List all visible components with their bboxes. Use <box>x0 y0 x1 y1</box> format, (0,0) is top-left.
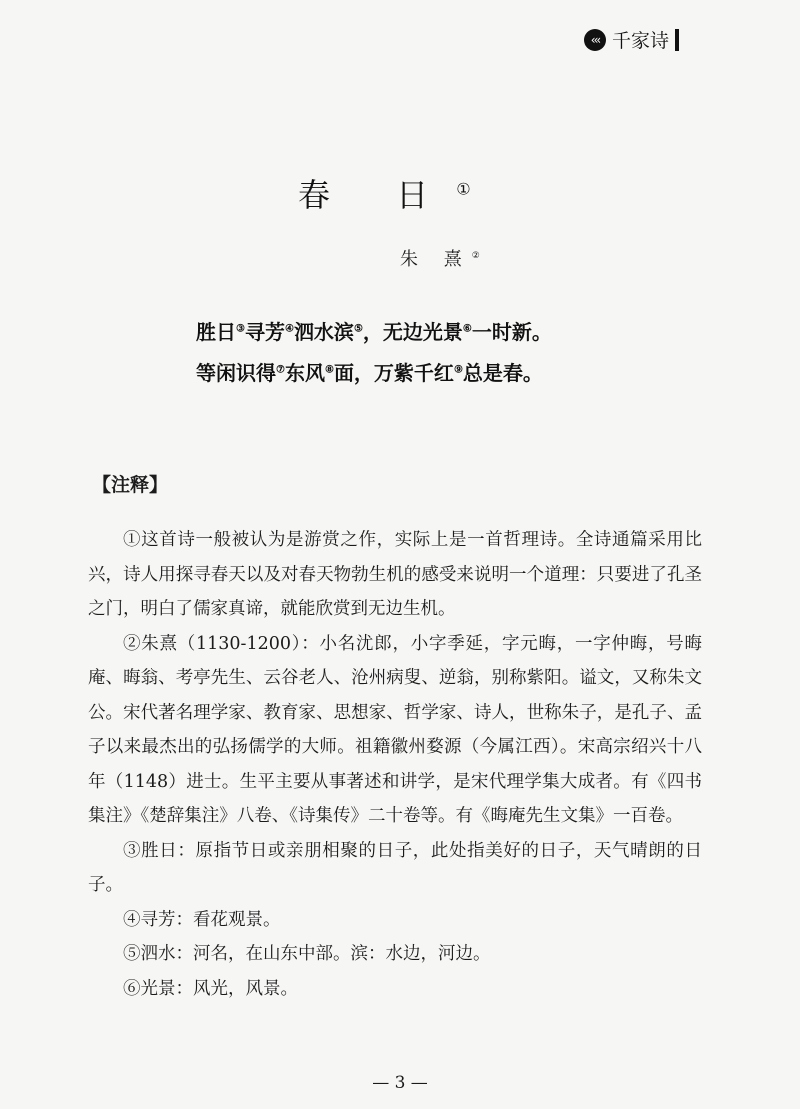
poem-segment: 胜日 <box>196 320 236 344</box>
header-book-tab <box>584 26 679 53</box>
poem-segment: 一时新。 <box>471 320 552 344</box>
annotation-note: ②朱熹（1130-1200）：小名沋郎，小字季延，字元晦，一字仲晦，号晦庵、晦翁、考亭先生、云谷老人、沧州病叟、逆翁，别称紫阳。谥文，又称朱文公。宋代著名理学家、教育家、思想家、哲学家、诗人，世称朱子，是孔子、孟子以来最杰出的弘扬儒学的大师。祖籍徽州婺源（今属江西）。宋高宗绍兴十八年（1148）进士。生平主要从事著述和讲学，是宋代理学集大成者。有《四书集注》《楚辞集注》八卷、《诗集传》二十卷等。有《晦庵先生文集》一百卷。 <box>88 633 702 826</box>
page-number: — 3 — <box>372 1073 428 1093</box>
poem-line-2 <box>196 357 543 386</box>
note-marker: ④ <box>284 323 294 335</box>
note-marker: ⑧ <box>324 364 334 376</box>
annotation-note: ①这首诗一般被认为是游赏之作，实际上是一首哲理诗。全诗通篇采用比兴，诗人用探寻春天以及对春天物勃生机的感受来说明一个道理：只要进了孔圣之门，明白了儒家真谛，就能欣赏到无边生机。 <box>88 530 702 619</box>
annotations-list <box>88 523 702 1006</box>
title-note-marker: ① <box>456 179 471 199</box>
note-marker: ③ <box>236 323 245 335</box>
note-marker: ⑨ <box>453 364 463 376</box>
note-marker: ⑥ <box>462 323 472 335</box>
author-name: 朱 熹 <box>400 249 472 270</box>
annotation-note: ③胜日：原指节日或亲朋相聚的日子，此处指美好的日子，天气晴朗的日子。 <box>88 840 702 895</box>
annotation-note: ⑥光景：风光，风景。 <box>123 978 298 999</box>
poem-segment: 东风 <box>284 361 325 385</box>
poem-segment: 寻芳 <box>244 320 285 344</box>
annotation-note: ⑤泗水：河名，在山东中部。滨：水边，河边。 <box>123 944 491 964</box>
author-note-marker: ② <box>471 251 480 261</box>
poem-segment: 泗水滨 <box>293 320 354 344</box>
poem-segment: 等闲识得 <box>196 361 276 385</box>
book-title: 千家诗 <box>612 30 670 52</box>
poem-line-1 <box>196 316 552 345</box>
note-marker: ⑤ <box>353 323 363 335</box>
poem-author <box>400 245 480 271</box>
poem-title <box>298 170 471 216</box>
triple-chevron-left-icon: ‹‹‹ <box>584 29 606 51</box>
poem-segment: 总是春。 <box>462 361 543 385</box>
header-divider-bar <box>675 29 679 51</box>
poem-segment: ，无边光景 <box>362 320 463 344</box>
poem-segment: 面，万紫千红 <box>333 361 454 385</box>
annotations-heading: 【注释】 <box>92 474 169 496</box>
poem-title-text: 春 日 <box>298 176 457 214</box>
annotation-note: ④寻芳：看花观景。 <box>123 909 281 930</box>
note-marker: ⑦ <box>276 364 285 376</box>
